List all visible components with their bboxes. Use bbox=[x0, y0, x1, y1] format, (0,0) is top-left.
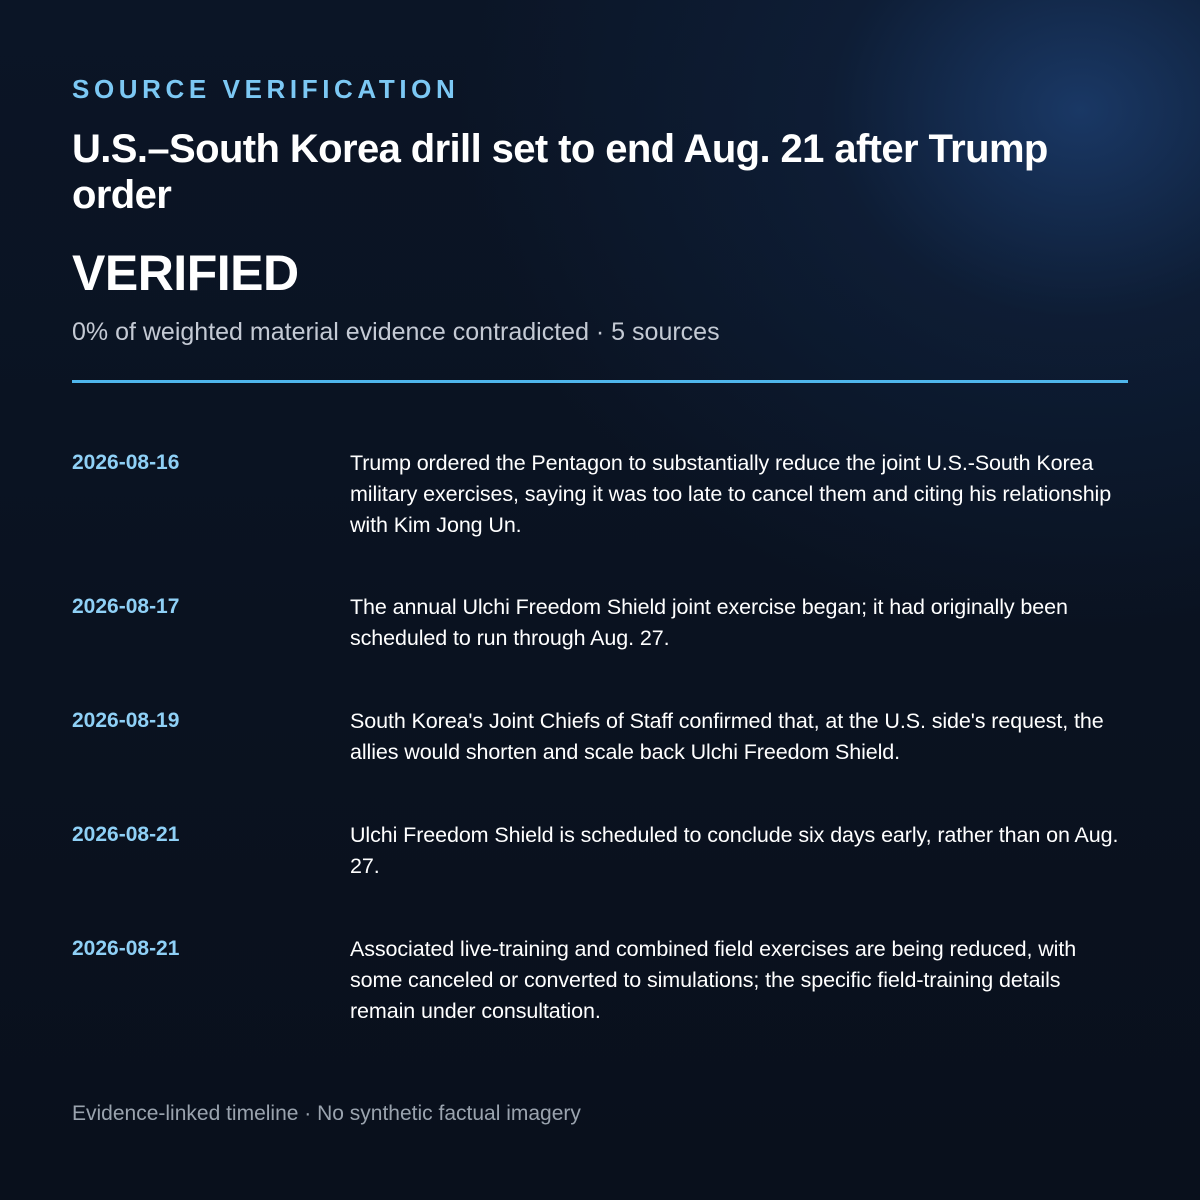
header-divider bbox=[72, 380, 1128, 383]
timeline-entry bbox=[72, 448, 1128, 592]
timeline-list bbox=[72, 448, 1128, 1034]
timeline-date: 2026-08-17 bbox=[72, 595, 180, 618]
timeline-entry bbox=[72, 934, 1128, 1034]
timeline-date: 2026-08-21 bbox=[72, 937, 180, 960]
verification-card bbox=[72, 0, 1128, 1200]
timeline-text: Trump ordered the Pentagon to substantially reduce the joint U.S.-South Korea military exercises, saying it was too late to cancel them and citing his relationship with Kim Jong Un. bbox=[350, 451, 1112, 537]
timeline-entry bbox=[72, 592, 1128, 706]
timeline-date: 2026-08-21 bbox=[72, 823, 180, 846]
verdict-label: VERIFIED bbox=[72, 245, 299, 301]
timeline-text: South Korea's Joint Chiefs of Staff confirmed that, at the U.S. side's request, the allies would shorten and scale back Ulchi Freedom Shield. bbox=[350, 709, 1104, 764]
timeline-text: Associated live-training and combined field exercises are being reduced, with some canceled or converted to simulations; the specific field-training details remain under consultation. bbox=[350, 937, 1077, 1023]
timeline-entry bbox=[72, 820, 1128, 934]
timeline-date: 2026-08-19 bbox=[72, 709, 180, 732]
timeline-entry bbox=[72, 706, 1128, 820]
timeline-date: 2026-08-16 bbox=[72, 451, 180, 474]
timeline-text: Ulchi Freedom Shield is scheduled to conclude six days early, rather than on Aug. 27. bbox=[350, 823, 1119, 878]
footer-note: Evidence-linked timeline · No synthetic factual imagery bbox=[72, 1102, 581, 1125]
section-kicker: SOURCE VERIFICATION bbox=[72, 74, 460, 104]
evidence-summary: 0% of weighted material evidence contradicted · 5 sources bbox=[72, 318, 720, 346]
timeline-text: The annual Ulchi Freedom Shield joint exercise began; it had originally been scheduled to run through Aug. 27. bbox=[350, 595, 1068, 650]
page-title: U.S.–South Korea drill set to end Aug. 21 after Trump order bbox=[72, 127, 1048, 217]
